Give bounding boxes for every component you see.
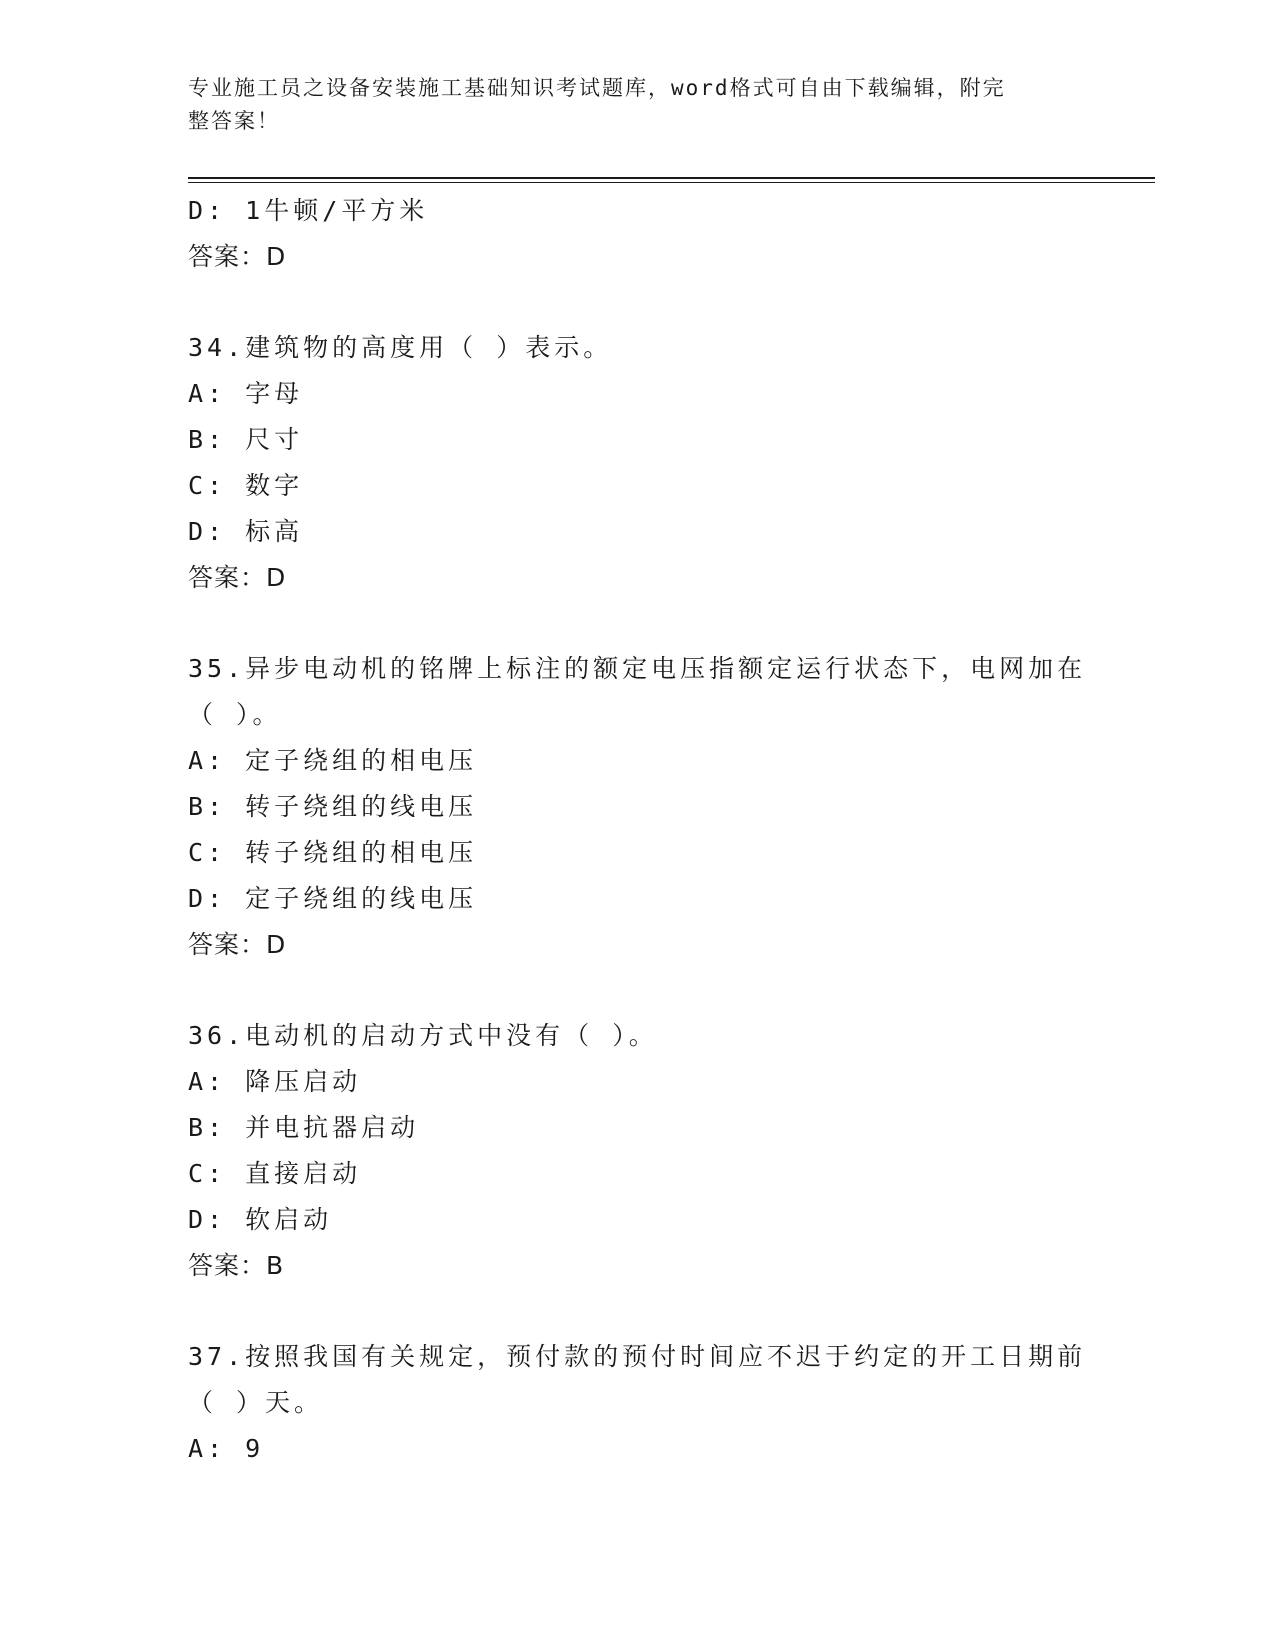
question-36 xyxy=(188,1013,1088,1289)
header-line-2: 整答案！ xyxy=(188,109,280,133)
option-d: D: 标高 xyxy=(188,517,304,546)
answer: 答案：B xyxy=(188,1251,285,1280)
question-stem: 37.按照我国有关规定，预付款的预付时间应不迟于约定的开工日期前 xyxy=(188,1342,1087,1371)
question-34 xyxy=(188,325,1088,601)
answer: 答案：D xyxy=(188,930,287,959)
option-d: D: 软启动 xyxy=(188,1205,333,1234)
question-stem-continued: （ ）。 xyxy=(188,700,282,729)
option-b: B: 尺寸 xyxy=(188,425,304,454)
option-b: B: 转子绕组的线电压 xyxy=(188,792,478,821)
question-stem: 34.建筑物的高度用（ ）表示。 xyxy=(188,333,613,362)
document-header xyxy=(188,72,1068,138)
option-a: A: 降压启动 xyxy=(188,1067,362,1096)
question-35 xyxy=(188,646,1088,968)
option-a: A: 字母 xyxy=(188,379,304,408)
question-gap xyxy=(188,601,1088,646)
prev-question-answer: 答案：D xyxy=(188,242,287,271)
option-a: A: 定子绕组的相电压 xyxy=(188,746,478,775)
question-gap xyxy=(188,280,1088,325)
question-gap xyxy=(188,968,1088,1013)
option-c: C: 数字 xyxy=(188,471,304,500)
question-37 xyxy=(188,1334,1088,1472)
header-line-1: 专业施工员之设备安装施工基础知识考试题库，word格式可自由下载编辑，附完 xyxy=(188,76,1006,100)
prev-question-option-d: D: 1牛顿/平方米 xyxy=(188,196,429,225)
option-d: D: 定子绕组的线电压 xyxy=(188,884,478,913)
answer: 答案：D xyxy=(188,563,287,592)
question-stem: 36.电动机的启动方式中没有（ ）。 xyxy=(188,1021,658,1050)
option-c: C: 转子绕组的相电压 xyxy=(188,838,478,867)
question-stem: 35.异步电动机的铭牌上标注的额定电压指额定运行状态下，电网加在 xyxy=(188,654,1087,683)
document-body xyxy=(188,188,1088,1472)
option-a: A: 9 xyxy=(188,1434,265,1463)
header-rule-thick xyxy=(188,177,1155,179)
option-b: B: 并电抗器启动 xyxy=(188,1113,420,1142)
option-c: C: 直接启动 xyxy=(188,1159,362,1188)
question-stem-continued: （ ）天。 xyxy=(188,1388,324,1417)
header-rule-thin xyxy=(188,182,1155,183)
question-gap xyxy=(188,1289,1088,1334)
